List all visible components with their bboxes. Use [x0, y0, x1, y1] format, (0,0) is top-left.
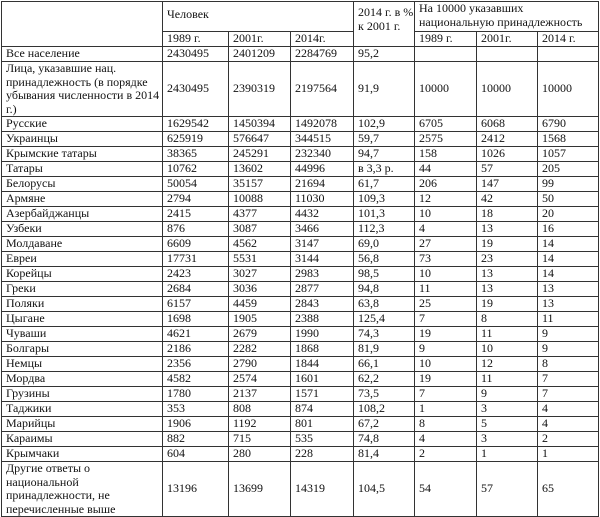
row-value: 158	[415, 147, 477, 162]
row-value: 1601	[291, 372, 354, 387]
row-value: 1026	[477, 147, 538, 162]
row-label: Лица, указавшие нац. принадлежность (в порядке убывания численности в 2014 г.)	[2, 62, 163, 117]
row-value: 1	[477, 447, 538, 462]
header-year: 1989 г.	[415, 32, 477, 47]
row-value: 4432	[291, 207, 354, 222]
row-value: 1492078	[291, 117, 354, 132]
row-value: 19	[477, 237, 538, 252]
row-value: 14	[538, 252, 599, 267]
row-value: 2877	[291, 282, 354, 297]
row-value: 9	[538, 342, 599, 357]
row-value: 2983	[291, 267, 354, 282]
row-value: 13	[477, 222, 538, 237]
table-row	[2, 462, 599, 517]
row-value: 73	[415, 252, 477, 267]
row-value: 10	[415, 207, 477, 222]
header-year: 2001г.	[477, 32, 538, 47]
row-value: 21694	[291, 177, 354, 192]
row-value: 3147	[291, 237, 354, 252]
row-value	[415, 47, 477, 62]
row-label: Узбеки	[2, 222, 163, 237]
row-value: 353	[163, 402, 229, 417]
row-value: 108,2	[354, 402, 415, 417]
row-value: 66,1	[354, 357, 415, 372]
header-year: 2014 г.	[538, 32, 599, 47]
row-value: 2430495	[163, 47, 229, 62]
row-value: 9	[415, 342, 477, 357]
row-label: Греки	[2, 282, 163, 297]
row-value: 1780	[163, 387, 229, 402]
row-value: 8	[477, 312, 538, 327]
row-value: 63,8	[354, 297, 415, 312]
row-value: 10000	[538, 62, 599, 117]
row-value: 4582	[163, 372, 229, 387]
row-value: 13	[538, 282, 599, 297]
table-row	[2, 192, 599, 207]
row-value: 57	[477, 462, 538, 517]
row-value: 10000	[477, 62, 538, 117]
row-value: 206	[415, 177, 477, 192]
row-value: 8	[415, 417, 477, 432]
row-value: 99	[538, 177, 599, 192]
row-value: 2412	[477, 132, 538, 147]
row-value: 125,4	[354, 312, 415, 327]
row-label: Корейцы	[2, 267, 163, 282]
row-value: 112,3	[354, 222, 415, 237]
row-value: 5531	[229, 252, 291, 267]
row-value: 1844	[291, 357, 354, 372]
row-value: 205	[538, 162, 599, 177]
row-label: Евреи	[2, 252, 163, 267]
row-value: 81,4	[354, 447, 415, 462]
table-row	[2, 312, 599, 327]
row-value: 1192	[229, 417, 291, 432]
row-value: 1	[415, 402, 477, 417]
row-value: 102,9	[354, 117, 415, 132]
row-value: 801	[291, 417, 354, 432]
row-value: 4621	[163, 327, 229, 342]
row-label: Грузины	[2, 387, 163, 402]
header-year: 2001г.	[229, 32, 291, 47]
row-value: 61,7	[354, 177, 415, 192]
row-value: 535	[291, 432, 354, 447]
header-year: 1989 г.	[163, 32, 229, 47]
row-label: Русские	[2, 117, 163, 132]
row-value: 604	[163, 447, 229, 462]
row-value: 3	[477, 432, 538, 447]
row-label: Другие ответы о национальной принадлежности, не перечисленные выше	[2, 462, 163, 517]
row-value: 18	[477, 207, 538, 222]
row-value: 2575	[415, 132, 477, 147]
table-row	[2, 432, 599, 447]
row-label: Украинцы	[2, 132, 163, 147]
table-row	[2, 417, 599, 432]
row-value: 69,0	[354, 237, 415, 252]
row-value: 23	[477, 252, 538, 267]
table-row	[2, 267, 599, 282]
row-value: 7	[415, 312, 477, 327]
row-value: 1568	[538, 132, 599, 147]
row-value: 2684	[163, 282, 229, 297]
table-row	[2, 372, 599, 387]
table-row	[2, 47, 599, 62]
row-value: 27	[415, 237, 477, 252]
row-value: 2794	[163, 192, 229, 207]
row-value: 1990	[291, 327, 354, 342]
row-value: 3144	[291, 252, 354, 267]
row-label: Мордва	[2, 372, 163, 387]
row-value: 19	[477, 297, 538, 312]
table-row	[2, 357, 599, 372]
table-row	[2, 252, 599, 267]
row-value: 10000	[415, 62, 477, 117]
row-value: 6068	[477, 117, 538, 132]
row-value: 16	[538, 222, 599, 237]
row-value: 2415	[163, 207, 229, 222]
row-value: 9	[477, 387, 538, 402]
row-value: 94,7	[354, 147, 415, 162]
row-value: 13196	[163, 462, 229, 517]
row-value: 4562	[229, 237, 291, 252]
row-value	[477, 47, 538, 62]
row-value: 56,8	[354, 252, 415, 267]
row-value: 95,2	[354, 47, 415, 62]
row-value: 67,2	[354, 417, 415, 432]
row-value: 10762	[163, 162, 229, 177]
row-value: 3036	[229, 282, 291, 297]
row-value: 74,8	[354, 432, 415, 447]
row-value: 14	[538, 237, 599, 252]
row-value: 19	[415, 372, 477, 387]
row-value: 4	[415, 432, 477, 447]
header-row-1	[2, 2, 599, 32]
row-value: 91,9	[354, 62, 415, 117]
row-label: Марийцы	[2, 417, 163, 432]
row-value: 1906	[163, 417, 229, 432]
table-row	[2, 327, 599, 342]
header-empty	[2, 2, 163, 47]
table-row	[2, 132, 599, 147]
row-value: 10088	[229, 192, 291, 207]
row-value: 11	[538, 312, 599, 327]
row-value: 38365	[163, 147, 229, 162]
row-value: 147	[477, 177, 538, 192]
row-value: 4459	[229, 297, 291, 312]
row-label: Крымские татары	[2, 147, 163, 162]
row-value: 2574	[229, 372, 291, 387]
row-value: 7	[538, 387, 599, 402]
row-value: 4377	[229, 207, 291, 222]
row-value: 2	[415, 447, 477, 462]
row-value: 14319	[291, 462, 354, 517]
row-value: 2401209	[229, 47, 291, 62]
row-value: 17731	[163, 252, 229, 267]
row-value: 2843	[291, 297, 354, 312]
table-row	[2, 297, 599, 312]
row-value: 6705	[415, 117, 477, 132]
row-value: 2	[538, 432, 599, 447]
table-row	[2, 62, 599, 117]
row-value: 228	[291, 447, 354, 462]
row-value: 2197564	[291, 62, 354, 117]
row-label: Молдаване	[2, 237, 163, 252]
row-value: 13	[477, 282, 538, 297]
row-value: 11	[477, 372, 538, 387]
row-value: 4	[415, 222, 477, 237]
row-label: Крымчаки	[2, 447, 163, 462]
row-label: Таджики	[2, 402, 163, 417]
row-value: 73,5	[354, 387, 415, 402]
row-value: 876	[163, 222, 229, 237]
row-value: 3	[477, 402, 538, 417]
row-value: 13699	[229, 462, 291, 517]
row-label: Белорусы	[2, 177, 163, 192]
row-value: 1057	[538, 147, 599, 162]
row-value: 344515	[291, 132, 354, 147]
row-value: 6790	[538, 117, 599, 132]
row-value: 2284769	[291, 47, 354, 62]
row-value: 65	[538, 462, 599, 517]
row-value: 2282	[229, 342, 291, 357]
row-value: в 3,3 р.	[354, 162, 415, 177]
row-value: 50054	[163, 177, 229, 192]
row-value: 50	[538, 192, 599, 207]
table-row	[2, 237, 599, 252]
row-label: Азербайджанцы	[2, 207, 163, 222]
row-value: 2790	[229, 357, 291, 372]
row-value: 42	[477, 192, 538, 207]
row-value: 1	[538, 447, 599, 462]
row-value: 11	[415, 282, 477, 297]
row-value: 10	[477, 342, 538, 357]
table-row	[2, 177, 599, 192]
row-value: 81,9	[354, 342, 415, 357]
row-value: 62,2	[354, 372, 415, 387]
row-value: 3087	[229, 222, 291, 237]
header-per10000: На 10000 указавших национальную принадлежность	[415, 2, 599, 32]
population-table	[1, 1, 599, 517]
header-percent: 2014 г. в % к 2001 г.	[354, 2, 415, 47]
row-label: Все население	[2, 47, 163, 62]
row-value: 3027	[229, 267, 291, 282]
row-value: 44	[415, 162, 477, 177]
row-value: 2186	[163, 342, 229, 357]
row-value: 44996	[291, 162, 354, 177]
row-value: 13	[477, 267, 538, 282]
header-people: Человек	[163, 2, 354, 32]
row-value: 14	[538, 267, 599, 282]
row-value: 245291	[229, 147, 291, 162]
row-label: Чуваши	[2, 327, 163, 342]
row-value: 5	[477, 417, 538, 432]
row-value: 10	[415, 357, 477, 372]
row-value: 8	[538, 357, 599, 372]
row-value: 882	[163, 432, 229, 447]
table-row	[2, 447, 599, 462]
row-value: 2137	[229, 387, 291, 402]
row-value: 94,8	[354, 282, 415, 297]
row-value: 9	[538, 327, 599, 342]
row-value: 98,5	[354, 267, 415, 282]
table-row	[2, 147, 599, 162]
row-value: 20	[538, 207, 599, 222]
table-row	[2, 387, 599, 402]
row-value: 7	[538, 372, 599, 387]
row-value: 74,3	[354, 327, 415, 342]
row-value: 232340	[291, 147, 354, 162]
row-value: 1629542	[163, 117, 229, 132]
row-label: Татары	[2, 162, 163, 177]
row-value: 576647	[229, 132, 291, 147]
row-value: 104,5	[354, 462, 415, 517]
row-value: 25	[415, 297, 477, 312]
row-value: 6157	[163, 297, 229, 312]
row-label: Цыгане	[2, 312, 163, 327]
row-value: 6609	[163, 237, 229, 252]
row-value: 19	[415, 327, 477, 342]
table-row	[2, 282, 599, 297]
row-value: 625919	[163, 132, 229, 147]
row-value: 54	[415, 462, 477, 517]
row-value: 12	[415, 192, 477, 207]
row-value: 1450394	[229, 117, 291, 132]
row-value: 59,7	[354, 132, 415, 147]
row-value: 35157	[229, 177, 291, 192]
table-row	[2, 402, 599, 417]
row-value: 1868	[291, 342, 354, 357]
header-year: 2014г.	[291, 32, 354, 47]
row-label: Болгары	[2, 342, 163, 357]
row-value: 2423	[163, 267, 229, 282]
row-value: 2679	[229, 327, 291, 342]
row-value: 1571	[291, 387, 354, 402]
row-value: 109,3	[354, 192, 415, 207]
row-value: 3466	[291, 222, 354, 237]
row-value: 715	[229, 432, 291, 447]
row-value: 13	[538, 297, 599, 312]
row-value	[538, 47, 599, 62]
table-row	[2, 117, 599, 132]
row-value: 12	[477, 357, 538, 372]
row-value: 280	[229, 447, 291, 462]
row-value: 4	[538, 402, 599, 417]
row-value: 2430495	[163, 62, 229, 117]
row-value: 11	[477, 327, 538, 342]
row-label: Армяне	[2, 192, 163, 207]
table-row	[2, 207, 599, 222]
row-value: 101,3	[354, 207, 415, 222]
row-value: 4	[538, 417, 599, 432]
row-value: 10	[415, 267, 477, 282]
row-value: 2356	[163, 357, 229, 372]
row-value: 13602	[229, 162, 291, 177]
row-value: 11030	[291, 192, 354, 207]
row-value: 1905	[229, 312, 291, 327]
row-label: Поляки	[2, 297, 163, 312]
row-value: 2388	[291, 312, 354, 327]
row-value: 874	[291, 402, 354, 417]
table-row	[2, 162, 599, 177]
row-label: Немцы	[2, 357, 163, 372]
row-value: 808	[229, 402, 291, 417]
table-row	[2, 222, 599, 237]
row-value: 2390319	[229, 62, 291, 117]
row-value: 57	[477, 162, 538, 177]
row-value: 7	[415, 387, 477, 402]
row-label: Караимы	[2, 432, 163, 447]
table-row	[2, 342, 599, 357]
row-value: 1698	[163, 312, 229, 327]
